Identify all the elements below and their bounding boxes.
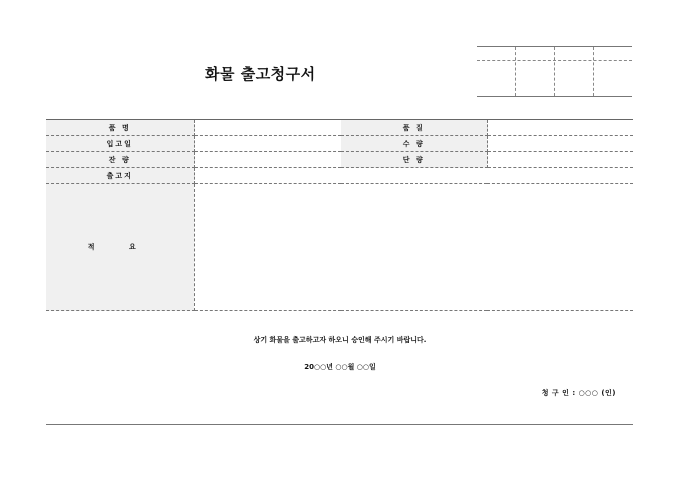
form-row-item — [46, 120, 633, 136]
quality-label: 품 질 — [341, 120, 487, 136]
unit-field[interactable] — [487, 152, 633, 168]
release-place-field[interactable] — [194, 168, 633, 184]
bottom-divider — [46, 424, 633, 425]
remarks-field[interactable] — [194, 184, 633, 311]
request-form-table — [46, 119, 633, 311]
unit-label: 단 량 — [341, 152, 487, 168]
form-row-release-place — [46, 168, 633, 184]
release-place-label: 출고지 — [46, 168, 194, 184]
form-row-remarks — [46, 184, 633, 311]
requester-signature: 청 구 인 : ○○○ (인) — [541, 389, 616, 397]
stock-field[interactable] — [194, 152, 341, 168]
request-date: 20○○년 ○○월 ○○일 — [304, 363, 376, 371]
item-name-field[interactable] — [194, 120, 341, 136]
form-row-receipt — [46, 136, 633, 152]
approval-divider — [554, 47, 555, 96]
stock-label: 잔 량 — [46, 152, 194, 168]
approval-divider — [515, 47, 516, 96]
quantity-label: 수 량 — [341, 136, 487, 152]
document-title: 화물 출고청구서 — [205, 65, 316, 83]
receipt-date-field[interactable] — [194, 136, 341, 152]
item-name-label: 품 명 — [46, 120, 194, 136]
approval-divider — [593, 47, 594, 96]
receipt-date-label: 입고일 — [46, 136, 194, 152]
approval-box — [477, 46, 632, 97]
quantity-field[interactable] — [487, 136, 633, 152]
request-statement: 상기 화물을 출고하고자 하오니 승인해 주시기 바랍니다. — [253, 336, 427, 344]
remarks-label: 적 요 — [46, 184, 194, 311]
quality-field[interactable] — [487, 120, 633, 136]
form-row-stock — [46, 152, 633, 168]
